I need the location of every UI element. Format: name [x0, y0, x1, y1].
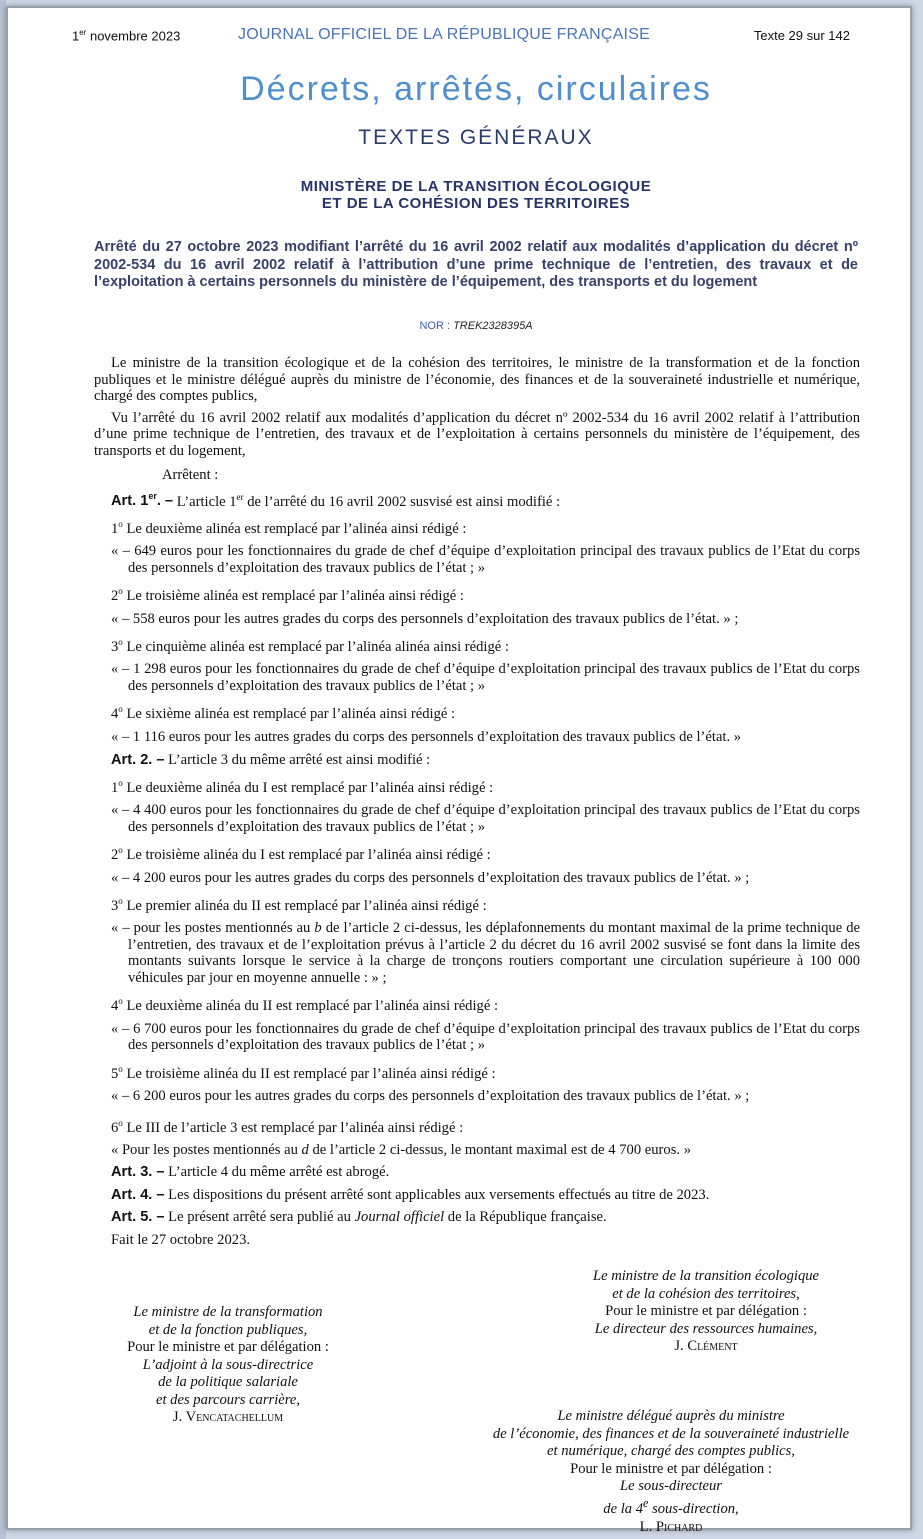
article-1-item-2: 2$^o$ Le troisième alinéa est remplacé par l’alinéa ainsi rédigé :: [111, 586, 464, 605]
page-header: [66, 26, 866, 48]
arretent: Arrêtent :: [162, 467, 219, 483]
document-page: [6, 6, 912, 1535]
ministry-heading: [66, 178, 886, 212]
article-4: Art. 4. – Les dispositions du présent arrêté sont applicables aux versements effectués au titre de 2023.: [111, 1186, 710, 1203]
signatory-name: J. Clément: [674, 1338, 738, 1354]
article-1-item-1: 1$^o$ Le deuxième alinéa est remplacé par l’alinéa ainsi rédigé :: [111, 518, 467, 537]
article-1-item-4: 4$^o$ Le sixième alinéa est remplacé par l’alinéa ainsi rédigé :: [111, 704, 456, 723]
header-date: 1er novembre 2023: [72, 28, 181, 44]
article-2-quote-5: « – 6 200 euros pour les autres grades du corps des personnels d’exploitation des travaux publics de l’état. » ;: [111, 1088, 750, 1105]
header-journal-title: JOURNAL OFFICIEL DE LA RÉPUBLIQUE FRANÇAISE: [238, 26, 650, 43]
article-2: Art. 2. – L’article 3 du même arrêté est ainsi modifié :: [111, 752, 431, 769]
preamble-paragraph: Le ministre de la transition écologique et de la cohésion des territoires, le ministre de la transformation et de la fonction publiques et le ministre délégué auprès du ministre de l’économie, des finances et de la souveraineté industrielle et numérique, chargé des comptes publics,: [94, 355, 860, 404]
article-2-item-4: 4$^o$ Le deuxième alinéa du II est remplacé par l’alinéa ainsi rédigé :: [111, 996, 499, 1015]
nor-reference: NOR : TREK2328395A: [419, 320, 533, 332]
article-2-item-3: 3$^o$ Le premier alinéa du II est remplacé par l’alinéa ainsi rédigé :: [111, 896, 487, 914]
signature-block-fonction-publique: Le ministre de la transformation et de la fonction publiques, Pour le ministre et par délégation : L’adjoint à la sous-directrice de la politique salariale et des parcours carrière, J. Vencatachellum: [78, 1304, 378, 1427]
header-text-number: Texte 29 sur 142: [753, 28, 850, 43]
article-1: Art. 1er. – L’article 1er de l’arrêté du 16 avril 2002 susvisé est ainsi modifié :: [111, 491, 561, 510]
article-2-quote-6: « Pour les postes mentionnés au d de l’article 2 ci-dessus, le montant maximal est de 4 700 euros. »: [111, 1141, 691, 1158]
article-2-quote-3: « – pour les postes mentionnés au b de l’article 2 ci-dessus, les déplafonnements du montant maximal de la prime technique de l’entretien, des travaux et de l’exploitation prévus à l’article 2 du décret du 16 avril 2002 susvisé se font dans la limite des montants suivants lorsque le service à la charge de tronçons routiers comportant une circulation supérieure à 100 000 véhicules par jour en moyenne annuelle : » ;: [111, 920, 860, 986]
ministry-line-2: ET DE LA COHÉSION DES TERRITOIRES: [321, 195, 631, 212]
article-1-quote-1: « – 649 euros pour les fonctionnaires du grade de chef d’équipe d’exploitation principal des travaux publics de l’Etat du corps des personnels d’exploitation des travaux publics de l’état ; »: [111, 543, 860, 576]
article-5: Art. 5. – Le présent arrêté sera publié au Journal officiel de la République française.: [111, 1209, 607, 1226]
article-2-item-5: 5$^o$ Le troisième alinéa du II est remplacé par l’alinéa ainsi rédigé :: [111, 1063, 496, 1082]
signature-date: Fait le 27 octobre 2023.: [111, 1231, 251, 1248]
signatory-name: J. Vencatachellum: [172, 1409, 284, 1425]
signatory-name: L. Pichard: [639, 1518, 703, 1535]
article-2-item-6: 6$^o$ Le III de l’article 3 est remplacé par l’alinéa ainsi rédigé :: [111, 1117, 464, 1136]
section-title: Décrets, arrêtés, circulaires: [240, 70, 712, 108]
article-1-quote-2: « – 558 euros pour les autres grades du corps des personnels d’exploitation des travaux publics de l’état. » ;: [111, 610, 739, 627]
arrete-title: Arrêté du 27 octobre 2023 modifiant l’arrêté du 16 avril 2002 relatif aux modalités d’application du décret nº 2002-534 du 16 avril 2002 relatif à l’attribution d’une prime technique de l’entretien, des travaux et de l’exploitation à certains personnels du ministère de l’équipement, des transports et du logement: [94, 239, 858, 290]
article-3: Art. 3. – L’article 4 du même arrêté est abrogé.: [111, 1164, 390, 1181]
article-2-quote-1: « – 4 400 euros pour les fonctionnaires du grade de chef d’équipe d’exploitation principal des travaux publics de l’Etat du corps des personnels d’exploitation des travaux publics de l’état ; »: [111, 802, 860, 835]
article-1-item-3: 3$^o$ Le cinquième alinéa est remplacé par l’alinéa alinéa ainsi rédigé :: [111, 637, 509, 655]
article-1-quote-3: « – 1 298 euros pour les fonctionnaires du grade de chef d’équipe d’exploitation principal des travaux publics de l’Etat du corps des personnels d’exploitation des travaux publics de l’état ; »: [111, 661, 860, 694]
section-subtitle: TEXTES GÉNÉRAUX: [358, 126, 594, 149]
article-1-quote-4: « – 1 116 euros pour les autres grades du corps des personnels d’exploitation des travaux publics de l’état. »: [111, 728, 742, 745]
ministry-line-1: MINISTÈRE DE LA TRANSITION ÉCOLOGIQUE: [300, 178, 652, 195]
article-2-item-2: 2$^o$ Le troisième alinéa du I est remplacé par l’alinéa ainsi rédigé :: [111, 845, 491, 864]
signature-block-transition: Le ministre de la transition écologique et de la cohésion des territoires, Pour le ministre et par délégation : Le directeur des ressources humaines, J. Clément: [556, 1268, 856, 1356]
article-2-quote-2: « – 4 200 euros pour les autres grades du corps des personnels d’exploitation des travaux publics de l’état. » ;: [111, 869, 750, 886]
document-body: [94, 355, 860, 1248]
signature-block-comptes-publics: Le ministre délégué auprès du ministre de l’économie, des finances et de la souveraineté industrielle et numérique, chargé des comptes publics, Pour le ministre et par délégation : Le sous-directeur de la 4e sous-direction, L. Pichard: [456, 1408, 886, 1536]
visa-paragraph: Vu l’arrêté du 16 avril 2002 relatif aux modalités d’application du décret nº 2002-534 du 16 avril 2002 relatif à l’attribution d’une prime technique de l’entretien, des travaux et de l’exploitation à certains personnels du ministère de l’équipement, des transports et du logement,: [94, 409, 860, 459]
article-2-quote-4: « – 6 700 euros pour les fonctionnaires du grade de chef d’équipe d’exploitation principal des travaux publics de l’Etat du corps des personnels d’exploitation des travaux publics de l’état ; »: [111, 1020, 860, 1054]
article-2-item-1: 1$^o$ Le deuxième alinéa du I est remplacé par l’alinéa ainsi rédigé :: [111, 777, 494, 796]
